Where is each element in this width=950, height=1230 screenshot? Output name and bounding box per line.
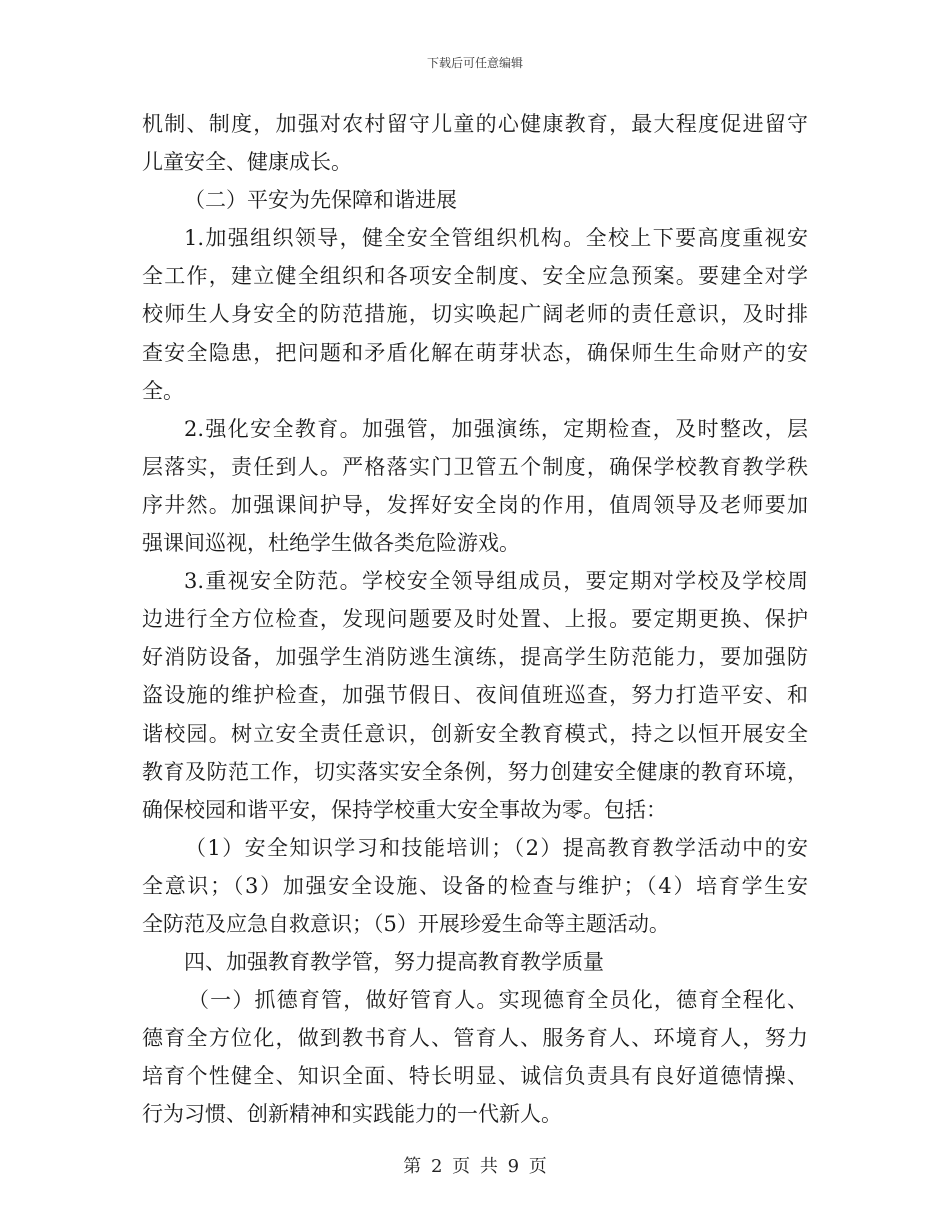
text-line: （一）抓德育管，做好管育人。实现德育全员化，德育全程化、 [188,988,808,1013]
text-line: 2.强化安全教育。加强管，加强演练，定期检查，及时整改，层 [184,416,808,441]
text-line: 1.加强组织领导，健全安全管组织机构。全校上下要高度重视安 [184,226,808,251]
text-line: 3.重视安全防范。学校安全领导组成员，要定期对学校及学校周 [184,569,808,594]
page-number: 第 2 页 共 9 页 [403,1156,547,1177]
text-line: 培育个性健全、知识全面、特长明显、诚信负责具有良好道德情操、 [142,1064,808,1089]
text-line: 儿童安全、健康成长。 [142,150,352,175]
text-line: 德育全方位化，做到教书育人、管育人、服务育人、环境育人，努力 [142,1026,808,1051]
text-line: 强课间巡视，杜绝学生做各类危险游戏。 [142,531,520,556]
text-line: 全意识；（3）加强安全设施、设备的检查与维护；（4）培育学生安 [142,873,808,898]
text-line: （1）安全知识学习和技能培训；（2）提高教育教学活动中的安 [185,835,808,860]
text-line: 全防范及应急自救意识；（5）开展珍爱生命等主题活动。 [142,911,670,936]
text-line: 盗设施的维护检查，加强节假日、夜间值班巡查，努力打造平安、和 [142,683,808,708]
text-line: 全工作，建立健全组织和各项安全制度、安全应急预案。要建全对学 [142,264,808,289]
section-heading: （二）平安为先保障和谐进展 [184,188,457,213]
text-line: 层落实，责任到人。严格落实门卫管五个制度，确保学校教育教学秩 [142,454,808,479]
text-line: 机制、制度，加强对农村留守儿童的心健康教育，最大程度促进留守 [142,112,808,136]
text-line: 查安全隐患，把问题和矛盾化解在萌芽状态，确保师生生命财产的安 [142,340,808,365]
text-line: 校师生人身安全的防范措施，切实唤起广阔老师的责任意识，及时排 [142,302,808,327]
document-body [142,105,808,1134]
text-line: 谐校园。树立安全责任意识，创新安全教育模式，持之以恒开展安全 [142,721,808,746]
text-line: 边进行全方位检查，发现问题要及时处置、上报。要定期更换、保护 [142,607,808,632]
section-heading: 四、加强教育教学管，努力提高教育教学质量 [184,950,604,975]
text-line: 好消防设备，加强学生消防逃生演练，提高学生防范能力，要加强防 [142,645,808,670]
text-line: 行为习惯、创新精神和实践能力的一代新人。 [142,1102,562,1127]
page-header-note: 下载后可任意编辑 [426,56,523,70]
text-line: 全。 [142,378,184,403]
text-line: 确保校园和谐平安，保持学校重大安全事故为零。包括： [142,797,667,822]
text-line: 教育及防范工作，切实落实安全条例，努力创建安全健康的教育环境， [142,759,808,784]
text-line: 序井然。加强课间护导，发挥好安全岗的作用，值周领导及老师要加 [142,492,808,517]
